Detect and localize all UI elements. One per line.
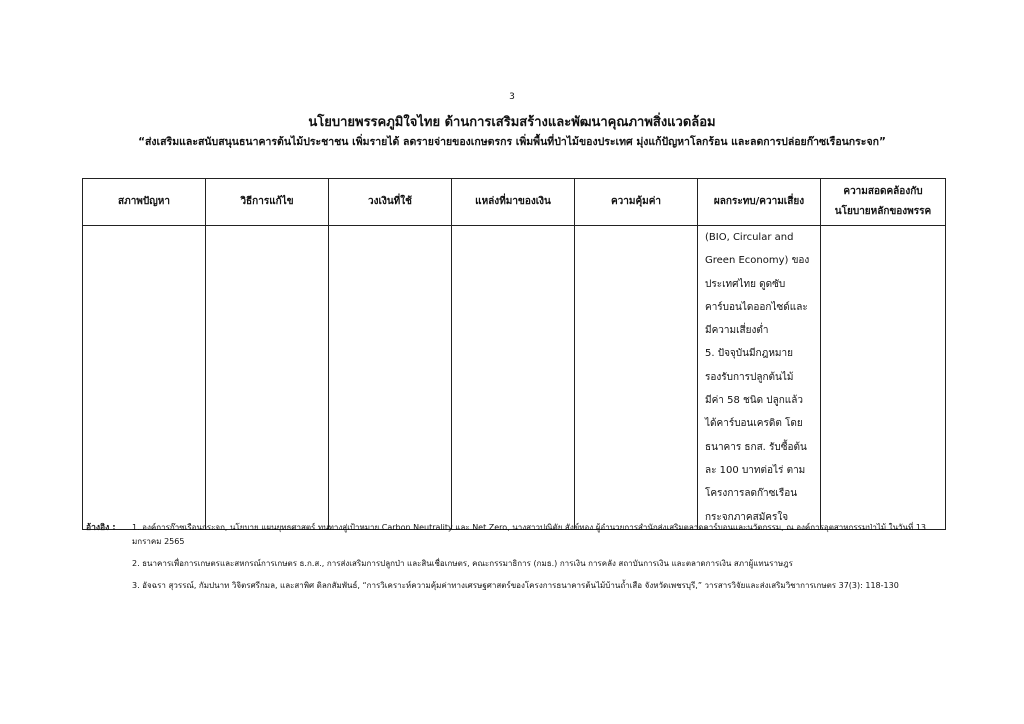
header-funding-source: แหล่งที่มาของเงิน (452, 179, 575, 226)
impact-line: โครงการลดก๊าซเรือน (705, 488, 798, 500)
header-impact-risk: ผลกระทบ/ความเสี่ยง (698, 179, 821, 226)
policy-table (82, 178, 946, 530)
reference-item: 3. อัจฉรา สุวรรณ์, กัมปนาท วิจิตรศรีกมล, และสาพิศ ดิลกสัมพันธ์, “การวิเคราะห์ความคุ้มค่าทางเศรษฐศาสตร์ของโครงการธนาคารต้นไม้บ้านถ้ำเสือ จังหวัดเพชรบุรี,” วารสารวิจัยและส่งเสริมวิชาการเกษตร 37(3): 118-130 (132, 581, 899, 590)
header-consistency-line2: นโยบายหลักของพรรค (834, 206, 932, 217)
header-problem: สภาพปัญหา (83, 179, 206, 226)
impact-line: มีค่า 58 ชนิด ปลูกแล้ว (705, 395, 803, 407)
impact-line: (BIO, Circular and (705, 232, 794, 243)
impact-line: กระจกภาคสมัครใจ (705, 511, 789, 523)
cell-consistency (821, 226, 946, 530)
impact-line: 5. ปัจจุบันมีกฎหมาย (705, 348, 793, 360)
cell-value (575, 226, 698, 530)
header-value: ความคุ้มค่า (575, 179, 698, 226)
impact-line: คาร์บอนไดออกไซด์และ (705, 301, 808, 313)
table-header-row (83, 179, 946, 226)
header-consistency (821, 179, 946, 226)
impact-text (698, 226, 820, 529)
impact-line: Green Economy) ของ (705, 255, 810, 267)
cell-funding-source (452, 226, 575, 530)
impact-line: ได้คาร์บอนเครดิต โดย (705, 418, 803, 430)
page-title: นโยบายพรรคภูมิใจไทย ด้านการเสริมสร้างและพัฒนาคุณภาพสิ่งแวดล้อม (308, 115, 716, 130)
cell-impact-risk (698, 226, 821, 530)
header-solution: วิธีการแก้ไข (206, 179, 329, 226)
reference-item: 1. องค์การก๊าซเรือนกระจก, นโยบาย แผนยุทธศาสตร์ ทนทางสู่เป้าหมาย Carbon Neutrality และ Net Zero, นางสาวปณิตัย สังข์ทอง ผู้อำนวยการสำนักส่งเสริมตลาดคาร์บอนและนวัตกรรม, ณ องค์การอุตสาหกรรมป่าไม้ ในวันที่ 13 มกราคม 2565 (132, 523, 926, 546)
references-list (132, 521, 942, 601)
table-row (83, 226, 946, 530)
impact-line: มีความเสี่ยงต่ำ (705, 325, 769, 337)
header-consistency-line1: ความสอดคล้องกับ (843, 186, 923, 197)
impact-line: ธนาคาร ธกส. รับซื้อต้น (705, 441, 807, 453)
header-budget: วงเงินที่ใช้ (329, 179, 452, 226)
references-label: อ้างอิง : (86, 523, 116, 533)
page-number: 3 (509, 92, 515, 102)
impact-line: รองรับการปลูกต้นไม้ (705, 371, 794, 383)
impact-line: ละ 100 บาทต่อไร่ ตาม (705, 464, 806, 476)
reference-item: 2. ธนาคารเพื่อการเกษตรและสหกรณ์การเกษตร ธ.ก.ส., การส่งเสริมการปลูกป่า และสินเชื่อเกษตร, คณะกรรมาธิการ (กมธ.) การเงิน การคลัง สถาบันการเงิน และตลาดการเงิน สภาผู้แทนราษฎร (132, 559, 793, 568)
impact-line: ประเทศไทย ดูดซับ (705, 278, 786, 290)
cell-problem (83, 226, 206, 530)
cell-solution (206, 226, 329, 530)
page-subtitle: “ส่งเสริมและสนับสนุนธนาคารต้นไม้ประชาชน เพิ่มรายได้ ลดรายจ่ายของเกษตรกร เพิ่มพื้นที่ป่าไม้ของประเทศ มุ่งแก้ปัญหาโลกร้อน และลดการปล่อยก๊าซเรือนกระจก” (138, 136, 886, 148)
cell-budget (329, 226, 452, 530)
